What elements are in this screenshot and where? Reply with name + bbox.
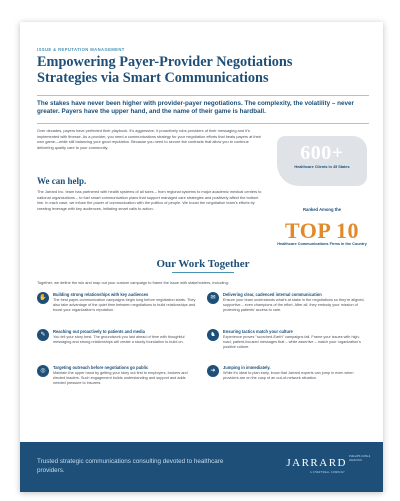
work-item-body: The best payer-communication campaigns begin long before negotiation starts. They also take advantage of the quiet time between negotiations to build relationships and boost your organization's reputation. xyxy=(53,298,196,313)
company-logo: JARRARD xyxy=(286,457,347,469)
footer-text: Trusted strategic communications consulting devoted to healthcare providers. xyxy=(37,458,224,474)
help-heading: We can help. xyxy=(37,176,87,186)
eyebrow-label: ISSUE & REPUTATION MANAGEMENT xyxy=(37,47,125,52)
logo-subtext: PHILLIPS CATE & HANCOCK xyxy=(349,455,371,462)
logo-tagline: A CHARTWELL COMPANY xyxy=(309,471,345,474)
work-heading: Our Work Together xyxy=(156,258,250,270)
target-icon: ◎ xyxy=(37,365,49,377)
clients-count: 600+ xyxy=(300,142,344,164)
megaphone-icon: ✎ xyxy=(37,329,49,341)
document-page xyxy=(20,22,383,492)
help-paragraph: The Jarrard Inc. team has partnered with health systems of all sizes – from regional systems to major academic medical centers to national organizations – to fuel smart communication plans that support managed care strategies and positively affect the bottom line. In each case, we infuse the power of communication with the politics of people. We boost the negotiation team's efforts by creating leverage with key audiences, initiating smart calls to action. xyxy=(37,189,262,211)
rank-value: TOP 10 xyxy=(284,218,360,243)
rank-label: Ranked Among the xyxy=(302,207,341,212)
work-heading-underline xyxy=(172,272,234,273)
work-item-body: While it's ideal to plan early, know that Jarrard experts can jump in even when providers are on the cusp of an out-of-network situation. xyxy=(223,371,354,381)
work-item-title: Targeting outreach before negotiations go public xyxy=(53,365,149,370)
work-intro: Together, we define the win and map out your custom campaign to frame the issue with stakeholders, including: xyxy=(37,280,229,285)
work-item-title: Reaching out proactively to patients and media xyxy=(53,329,145,334)
work-item-body: You tell your story best. The groundwork you laid ahead of time with thoughtful messaging and strong relationships will create a sturdy foundation to build on. xyxy=(53,335,185,345)
work-item-body: Maintain the upper hand by getting your story out first to employers, brokers and elected leaders. Such engagement builds understanding and support and adds needed pressure to insurers. xyxy=(53,371,188,386)
handshake-icon: ✋ xyxy=(37,292,49,304)
lede-divider xyxy=(37,123,369,124)
chat-icon: ✉ xyxy=(207,292,219,304)
runner-icon: ➜ xyxy=(207,365,219,377)
work-item-title: Ensuring tactics match your culture xyxy=(223,329,293,334)
footer-band xyxy=(20,442,383,492)
chess-icon: ♞ xyxy=(207,329,219,341)
work-item-title: Delivering clear, cadenced internal communication xyxy=(223,292,322,297)
work-item-body: Experience proves "scorched-Earth" campaigns fail. Frame your issues with high-road, patient-focused messages that – while assertive – match your organization's positive culture. xyxy=(223,335,361,350)
lede-paragraph: The stakes have never been higher with provider-payer negotiations. The complexity, the volatility – never greater. Payers have the upper hand, and the name of their game is hardball. xyxy=(37,100,354,116)
clients-label: Healthcare Clients In 45 States xyxy=(294,165,350,169)
work-item-title: Building strong relationships with key audiences xyxy=(53,292,149,297)
work-item-body: Ensure your team understands what's at stake in the negotiations so they're aligned, supportive – even champions of the effort. After all, they embody your mission of protecting patients' access to care. xyxy=(223,298,365,313)
work-item-title: Jumping in immediately. xyxy=(223,365,271,370)
intro-paragraph: Over decades, payers have perfected their playbook. It's aggressive, it proactively robs providers of their messaging and it's implemented with finesse. As a provider, you need a communications strategy for your negotiation efforts that beats payers at their own game—while still balancing your good reputation. Because you need to secure fair contracts that allow you to continue delivering quality care to your community. xyxy=(37,128,261,150)
page-title: Empowering Payer-Provider Negotiations Strategies via Smart Communications xyxy=(37,54,293,86)
top-divider xyxy=(37,95,369,96)
rank-sub-label: Healthcare Communications Firms in the Country xyxy=(277,242,367,246)
